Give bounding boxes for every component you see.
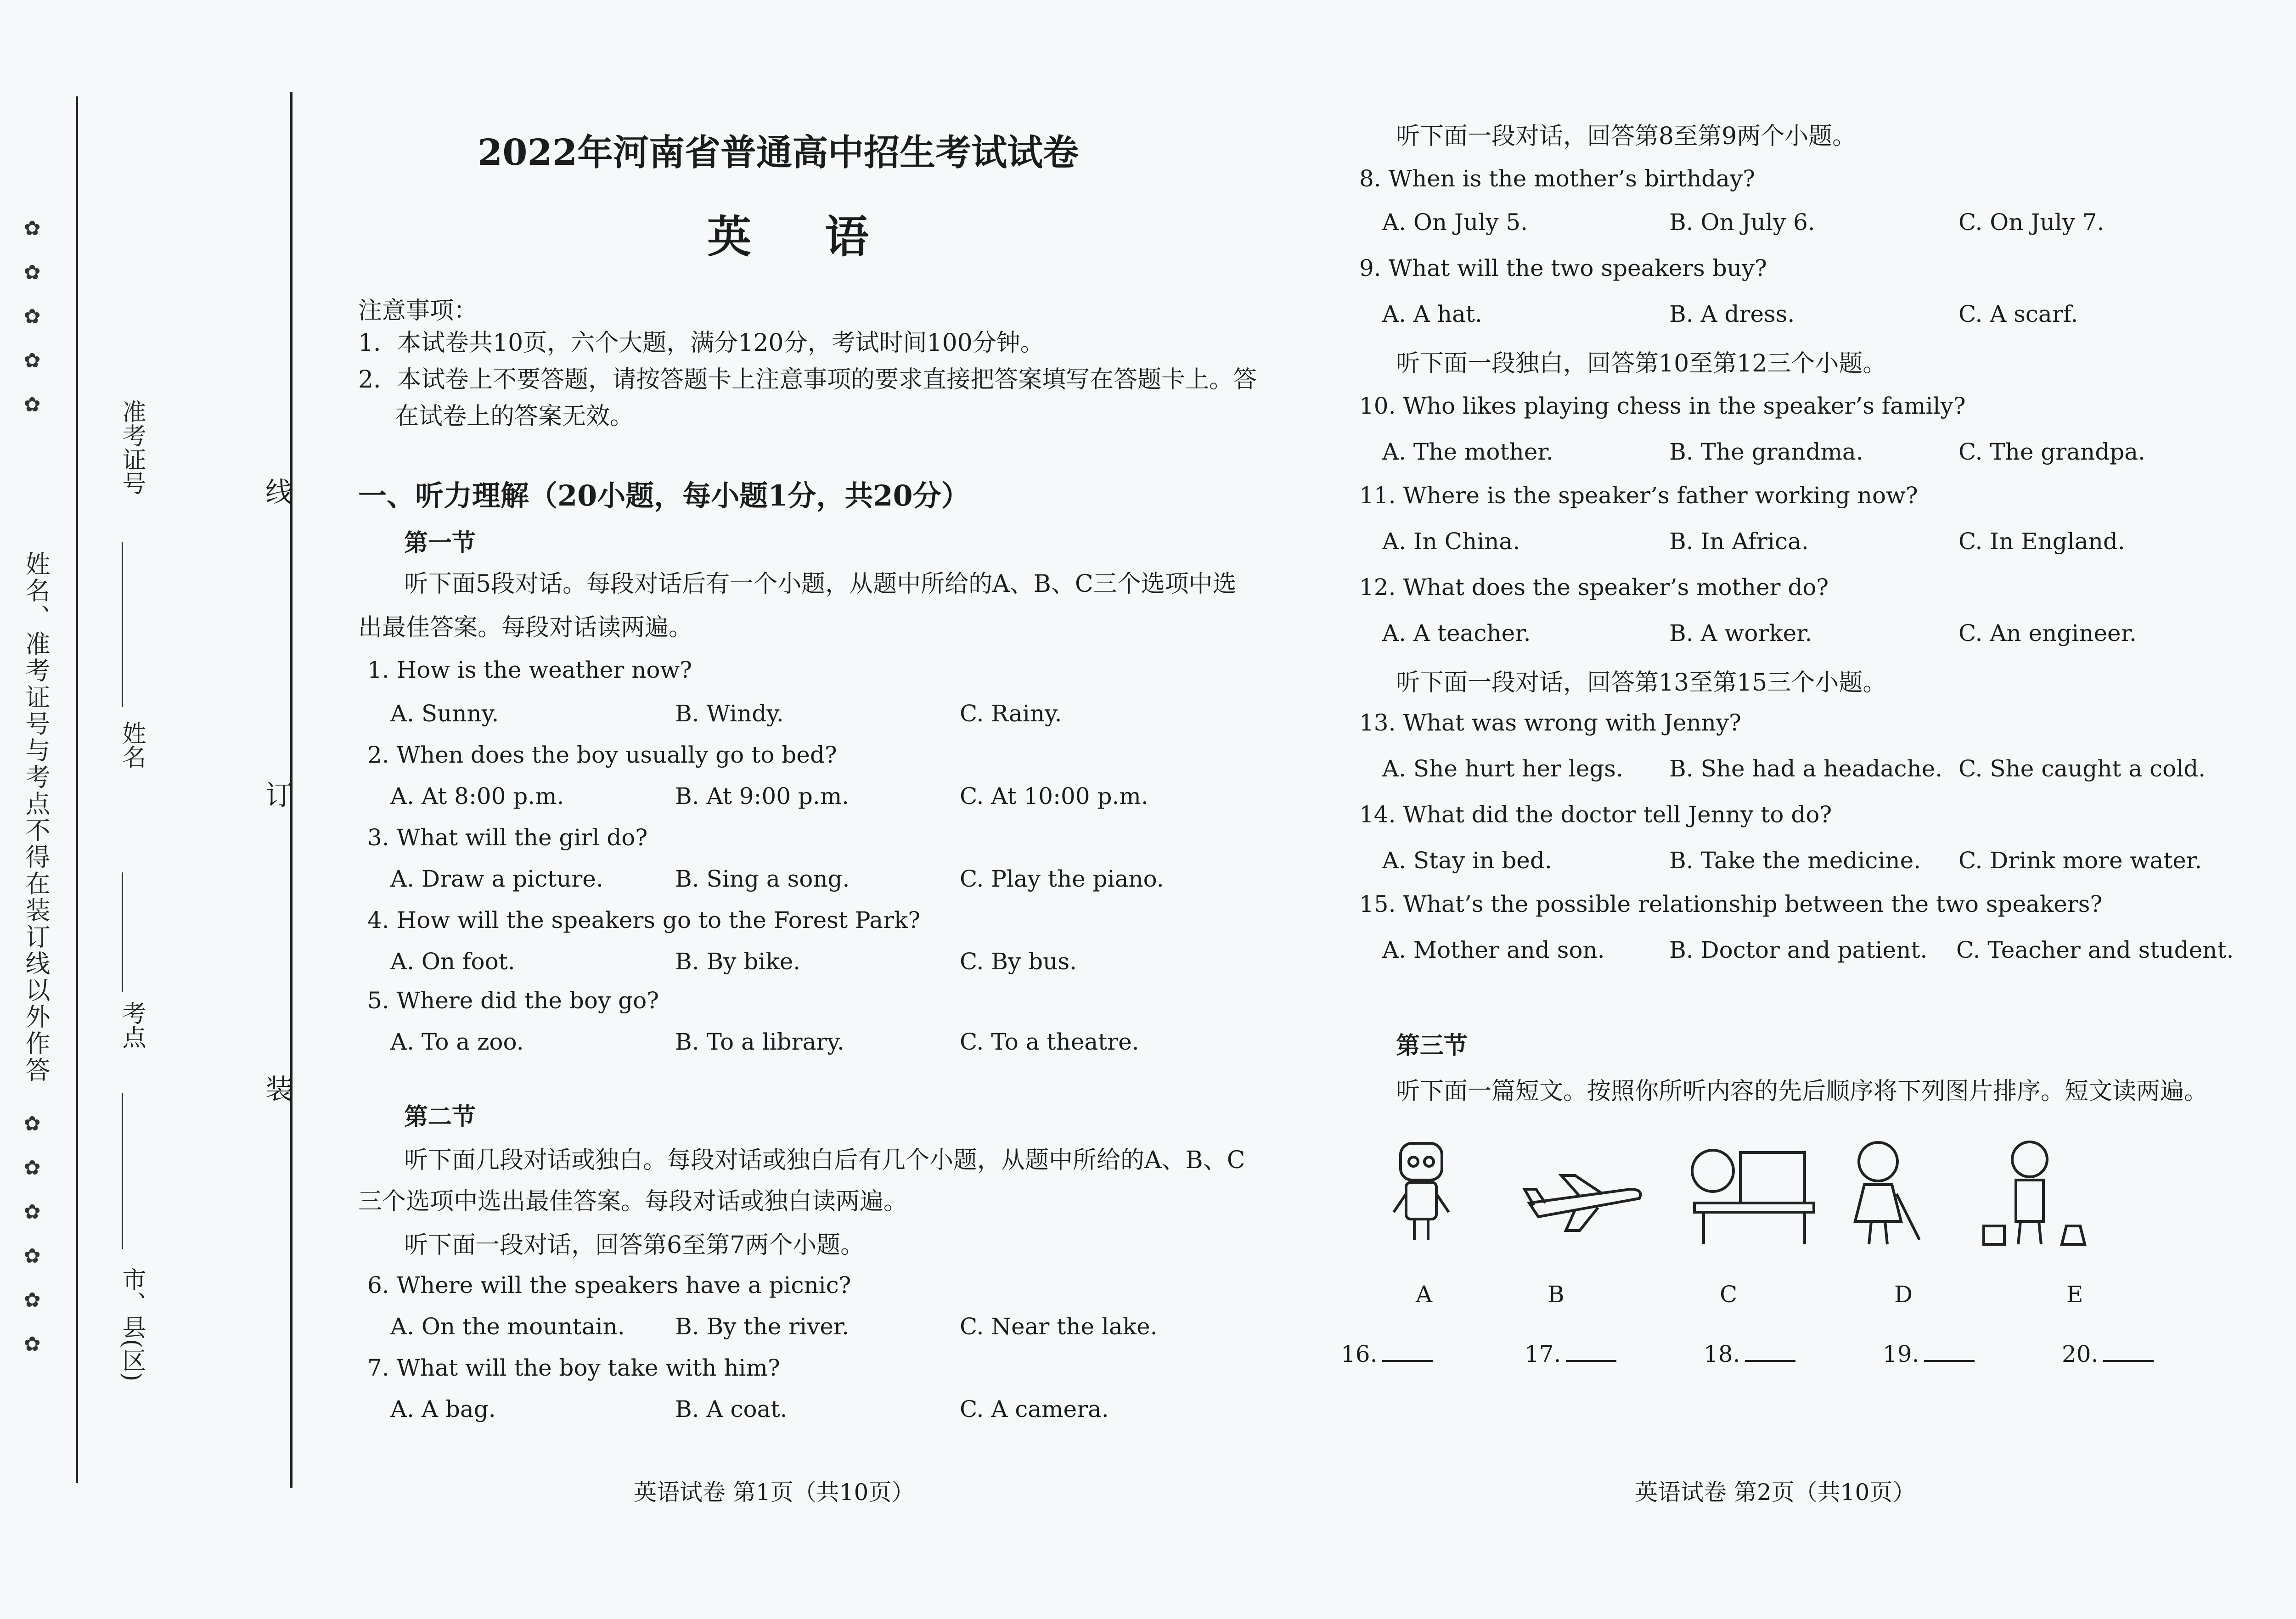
note-1: 1．本试卷共10页，六个大题，满分120分，考试时间100分钟。 (358, 329, 1044, 357)
page-2-footer: 英语试卷 第2页（共10页） (1635, 1479, 1916, 1506)
picture-label-c: C (1720, 1281, 1738, 1308)
q7-option-a: A. A bag. (390, 1396, 496, 1422)
q6-option-a: A. On the mountain. (390, 1313, 625, 1340)
question-9: 9. What will the two speakers buy? (1359, 255, 1767, 281)
robot-picture (1394, 1143, 1449, 1240)
q9-option-c: C. A scarf. (1958, 301, 2078, 327)
answer-blank-19[interactable]: 19. (1883, 1341, 1975, 1367)
q12-option-c: C. An engineer. (1958, 620, 2137, 646)
picture-label-a: A (1416, 1281, 1433, 1308)
listening-pictures (1373, 1134, 2154, 1272)
picture-label-e: E (2066, 1281, 2083, 1308)
q10-option-a: A. The mother. (1382, 438, 1553, 465)
q6-option-b: B. By the river. (675, 1313, 850, 1340)
q10-option-b: B. The grandma. (1669, 438, 1863, 465)
dialogue-8-9-instruction: 听下面一段对话，回答第8至第9两个小题。 (1396, 123, 1857, 150)
q5-option-c: C. To a theatre. (960, 1029, 1139, 1055)
q11-option-c: C. In England. (1958, 528, 2125, 555)
part-2-heading: 第二节 (404, 1103, 476, 1131)
answer-blank-20[interactable]: 20. (2062, 1341, 2154, 1367)
q12-option-b: B. A worker. (1669, 620, 1812, 646)
part-2-instruction-cont: 三个选项中选出最佳答案。每段对话或独白读两遍。 (358, 1188, 908, 1215)
q4-option-c: C. By bus. (960, 948, 1077, 975)
question-1: 1. How is the weather now? (367, 657, 692, 683)
q14-option-a: A. Stay in bed. (1382, 847, 1552, 874)
q8-option-c: C. On July 7. (1958, 209, 2105, 236)
airplane-picture (1525, 1175, 1641, 1231)
question-5: 5. Where did the boy go? (367, 987, 659, 1014)
binding-notice: 姓名、准考证号与考点不得在装订线以外作答 (22, 551, 51, 1084)
part-1-instruction-cont: 出最佳答案。每段对话读两遍。 (358, 614, 693, 641)
part-3-heading: 第三节 (1396, 1032, 1468, 1060)
q13-option-c: C. She caught a cold. (1958, 755, 2206, 782)
q7-option-c: C. A camera. (960, 1396, 1109, 1422)
field-line (122, 872, 123, 992)
q11-option-a: A. In China. (1382, 528, 1520, 555)
q9-option-a: A. A hat. (1382, 301, 1482, 327)
page-1-footer: 英语试卷 第1页（共10页） (634, 1479, 915, 1506)
answer-blank-18[interactable]: 18. (1704, 1341, 1795, 1367)
q2-option-b: B. At 9:00 p.m. (675, 783, 850, 810)
flower-decoration-bottom: ✿ ✿ ✿ ✿ ✿ ✿ (23, 1112, 41, 1356)
question-10: 10. Who likes playing chess in the speaker’s family? (1359, 393, 1966, 419)
boy-gardening-picture (1984, 1142, 2085, 1244)
picture-label-b: B (1548, 1281, 1564, 1308)
question-4: 4. How will the speakers go to the Forest Park? (367, 907, 921, 933)
q15-option-b: B. Doctor and patient. (1669, 937, 1928, 963)
field-exam-site: 考点 (118, 1001, 146, 1049)
part-3-instruction: 听下面一篇短文。按照你所听内容的先后顺序将下列图片排序。短文读两遍。 (1396, 1078, 2208, 1105)
answer-blank-17[interactable]: 17. (1525, 1341, 1616, 1367)
part-1-heading: 第一节 (404, 529, 476, 557)
field-county: 市、县(区) (118, 1267, 146, 1382)
q12-option-a: A. A teacher. (1382, 620, 1531, 646)
q7-option-b: B. A coat. (675, 1396, 788, 1422)
dialogue-6-7-instruction: 听下面一段对话，回答第6至第7两个小题。 (404, 1231, 865, 1259)
question-8: 8. When is the mother’s birthday? (1359, 165, 1756, 192)
question-6: 6. Where will the speakers have a picnic? (367, 1272, 851, 1299)
mark-bind: 装 (262, 1074, 292, 1102)
field-exam-number: 准考证号 (118, 399, 146, 495)
q1-option-b: B. Windy. (675, 700, 784, 727)
field-line (122, 542, 123, 707)
q3-option-b: B. Sing a song. (675, 866, 850, 892)
question-13: 13. What was wrong with Jenny? (1359, 709, 1741, 736)
question-14: 14. What did the doctor tell Jenny to do? (1359, 801, 1832, 828)
q4-option-b: B. By bike. (675, 948, 801, 975)
q10-option-c: C. The grandpa. (1958, 438, 2145, 465)
picture-label-d: D (1894, 1281, 1913, 1308)
mark-line: 线 (262, 478, 292, 505)
binding-strip (0, 0, 292, 1619)
exam-title: 2022年河南省普通高中招生考试试卷 (478, 132, 1079, 174)
q1-option-a: A. Sunny. (390, 700, 499, 727)
flower-decoration-top: ✿ ✿ ✿ ✿ ✿ (23, 217, 41, 416)
q8-option-b: B. On July 6. (1669, 209, 1815, 236)
q14-option-b: B. Take the medicine. (1669, 847, 1921, 874)
question-11: 11. Where is the speaker’s father working now? (1359, 482, 1918, 509)
q15-option-a: A. Mother and son. (1382, 937, 1605, 963)
q3-option-a: A. Draw a picture. (390, 866, 603, 892)
section-listening: 一、听力理解（20小题，每小题1分，共20分） (358, 479, 970, 512)
q4-option-a: A. On foot. (390, 948, 515, 975)
q5-option-a: A. To a zoo. (390, 1029, 524, 1055)
q1-option-c: C. Rainy. (960, 700, 1062, 727)
page-2 (1332, 0, 2296, 1619)
girl-sweeping-picture (1855, 1142, 1919, 1244)
subject-title: 英语 (707, 211, 942, 263)
q5-option-b: B. To a library. (675, 1029, 844, 1055)
part-2-instruction: 听下面几段对话或独白。每段对话或独白后有几个小题，从题中所给的A、B、C (404, 1147, 1245, 1174)
q13-option-b: B. She had a headache. (1669, 755, 1943, 782)
question-12: 12. What does the speaker’s mother do? (1359, 574, 1829, 601)
question-2: 2. When does the boy usually go to bed? (367, 742, 837, 768)
field-line (122, 1093, 123, 1249)
part-1-instruction: 听下面5段对话。每段对话后有一个小题，从题中所给的A、B、C三个选项中选 (404, 570, 1237, 598)
q15-option-c: C. Teacher and student. (1956, 937, 2234, 963)
question-3: 3. What will the girl do? (367, 824, 648, 851)
q13-option-a: A. She hurt her legs. (1382, 755, 1623, 782)
q9-option-b: B. A dress. (1669, 301, 1795, 327)
mark-order: 订 (262, 781, 292, 808)
field-name: 姓名 (118, 721, 146, 769)
answer-blank-16[interactable]: 16. (1341, 1341, 1433, 1367)
q11-option-b: B. In Africa. (1669, 528, 1809, 555)
question-15: 15. What’s the possible relationship between the two speakers? (1359, 891, 2103, 917)
q14-option-c: C. Drink more water. (1958, 847, 2202, 874)
note-2: 2．本试卷上不要答题，请按答题卡上注意事项的要求直接把答案填写在答题卡上。答 (358, 366, 1257, 394)
q8-option-a: A. On July 5. (1382, 209, 1528, 236)
note-2-cont: 在试卷上的答案无效。 (395, 403, 634, 430)
monologue-10-12-instruction: 听下面一段独白，回答第10至第12三个小题。 (1396, 350, 1887, 377)
question-7: 7. What will the boy take with him? (367, 1355, 780, 1381)
q2-option-a: A. At 8:00 p.m. (390, 783, 564, 810)
notes-title: 注意事项： (358, 297, 478, 325)
binding-line (76, 96, 78, 1483)
dialogue-13-15-instruction: 听下面一段对话，回答第13至第15三个小题。 (1396, 669, 1887, 697)
computer-picture (1692, 1150, 1814, 1244)
q6-option-c: C. Near the lake. (960, 1313, 1158, 1340)
q2-option-c: C. At 10:00 p.m. (960, 783, 1148, 810)
q3-option-c: C. Play the piano. (960, 866, 1164, 892)
